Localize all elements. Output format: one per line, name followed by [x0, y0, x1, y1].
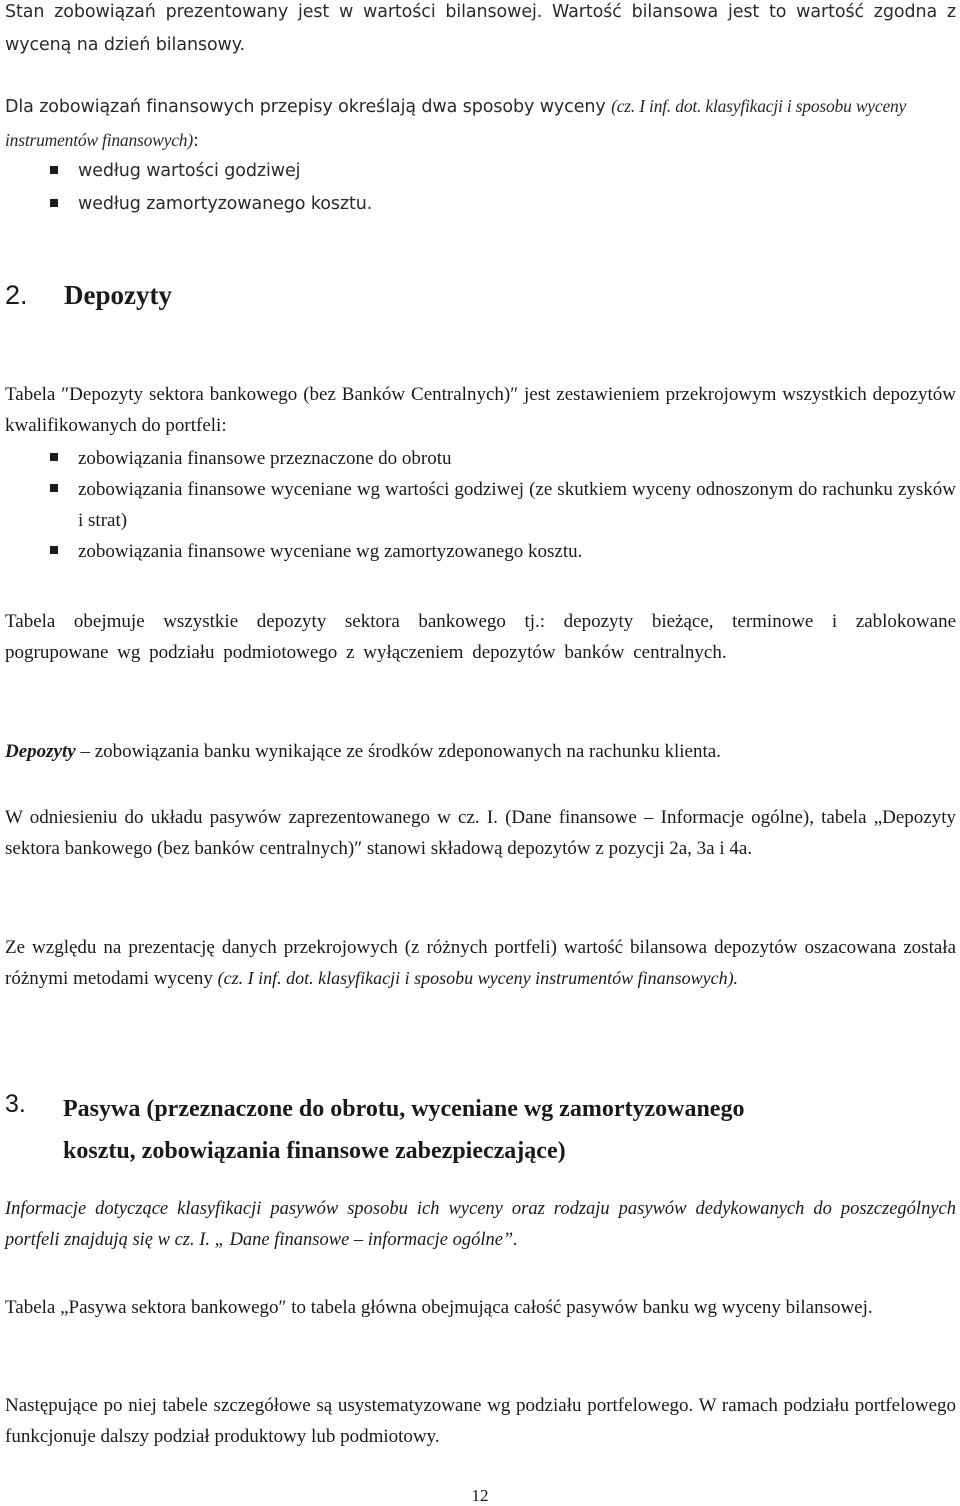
list-item [50, 155, 956, 188]
section-2-paragraph-2: Tabela obejmuje wszystkie depozyty sektora bankowego tj.: depozyty bieżące, terminowe i zablokowane pogrupowane wg podziału podmiotowego z wyłączeniem depozytów banków centralnych. [5, 611, 956, 663]
section-2-bullet-list [50, 443, 956, 567]
section-2-paragraph-1: Tabela ″Depozyty sektora bankowego (bez Banków Centralnych)″ jest zestawieniem przekrojowym wszystkich depozytów kwalifikowanych do portfeli: [5, 384, 956, 436]
section-3-title-line-1: Pasywa (przeznaczone do obrotu, wyceniane wg zamortyzowanego [63, 1096, 745, 1122]
list-item-text: według zamortyzowanego kosztu. [78, 193, 373, 214]
page-number: 12 [471, 1486, 489, 1505]
section-2-paragraph-3: W odniesieniu do układu pasywów zaprezentowanego w cz. I. (Dane finansowe – Informacje ogólne), tabela „Depozyty sektora bankowego (bez banków centralnych)″ stanowi składową depozytów z pozycji 2a, 3a i 4a. [5, 807, 956, 859]
section-3-paragraph-3: Następujące po niej tabele szczegółowe są usystematyzowane wg podziału portfelowego. W ramach podziału portfelowego funkcjonuje dalszy podział produktowy lub podmiotowy. [5, 1395, 956, 1447]
list-item [50, 443, 956, 474]
section-2-paragraph-4-reference: (cz. I inf. dot. klasyfikacji i sposobu wyceny instrumentów finansowych). [217, 968, 739, 988]
square-bullet-icon [50, 546, 58, 554]
list-item [50, 474, 956, 536]
section-3-title [63, 1088, 956, 1172]
list-item [50, 536, 956, 567]
square-bullet-icon [50, 199, 58, 207]
list-item-text: zobowiązania finansowe wyceniane wg wartości godziwej (ze skutkiem wyceny odnoszonym do rachunku zysków i strat) [78, 479, 956, 531]
section-3-number: 3. [5, 1090, 26, 1118]
intro-paragraph-2-end: : [192, 130, 199, 151]
section-2-paragraph-4 [5, 932, 956, 994]
list-item-text: zobowiązania finansowe przeznaczone do obrotu [78, 448, 452, 469]
list-item [50, 188, 956, 221]
section-2-definition [5, 736, 956, 767]
definition-term: Depozyty [5, 741, 76, 762]
section-2-paragraph-4-main: Ze względu na prezentację danych przekrojowych (z różnych portfeli) wartość bilansowa depozytów oszacowana została różnymi metodami wyceny [5, 937, 956, 989]
intro-paragraph-2-main: Dla zobowiązań finansowych przepisy określają dwa sposoby wyceny [5, 97, 612, 117]
section-2-title: Depozyty [64, 280, 172, 310]
section-2-number: 2. [5, 280, 28, 310]
list-item-text: zobowiązania finansowe wyceniane wg zamortyzowanego kosztu. [78, 541, 583, 562]
square-bullet-icon [50, 166, 58, 174]
list-item-text: według wartości godziwej [78, 161, 301, 181]
section-3-title-line-2: kosztu, zobowiązania finansowe zabezpieczające) [63, 1138, 566, 1164]
intro-paragraph-2-reference: (cz. I inf. dot. klasyfikacji i sposobu wyceny instrumentów finansowych) [5, 96, 907, 150]
intro-bullet-list [50, 155, 956, 220]
definition-text: – zobowiązania banku wynikające ze środków zdeponowanych na rachunku klienta. [75, 741, 721, 762]
square-bullet-icon [50, 453, 58, 461]
square-bullet-icon [50, 484, 58, 492]
intro-paragraph-1: Stan zobowiązań prezentowany jest w wartości bilansowej. Wartość bilansowa jest to wartość zgodna z wyceną na dzień bilansowy. [5, 2, 956, 55]
intro-paragraph-2 [5, 90, 956, 157]
section-3-paragraph-1: Informacje dotyczące klasyfikacji pasywów sposobu ich wyceny oraz rodzaju pasywów dedykowanych do poszczególnych portfeli znajdują się w cz. I. „ Dane finansowe – informacje ogólne”. [5, 1199, 956, 1250]
section-3-paragraph-2: Tabela „Pasywa sektora bankowego″ to tabela główna obejmująca całość pasywów banku wg wyceny bilansowej. [5, 1297, 873, 1318]
